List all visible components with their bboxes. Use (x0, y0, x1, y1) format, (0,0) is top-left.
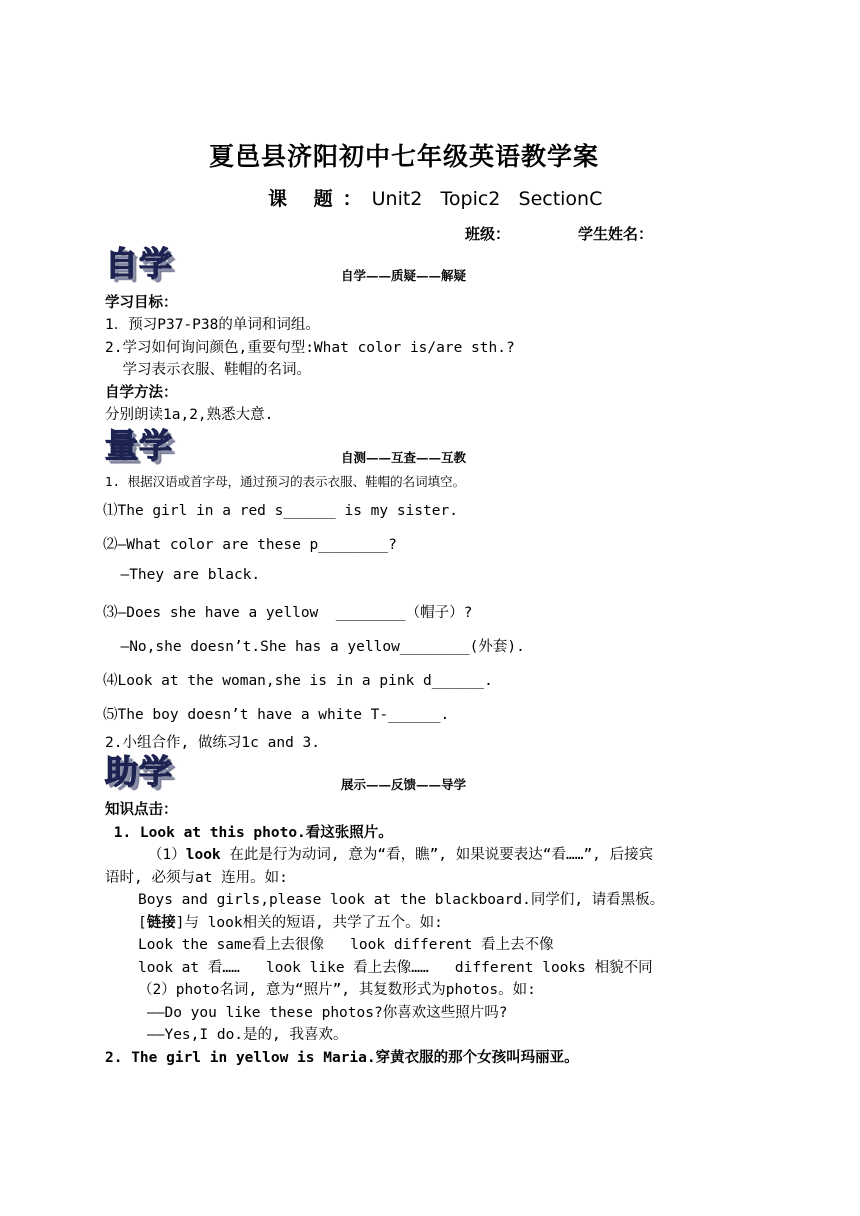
page-title: 夏邑县济阳初中七年级英语教学案 (209, 142, 600, 171)
goal-2: 2.学习如何询问颜色,重要句型:What color is/are sth.? (105, 340, 515, 356)
liangxue-badge: 量学 (105, 426, 173, 465)
lesson-value: Unit2 Topic2 SectionC (371, 188, 603, 210)
goal-1: 1．预习P37-P38的单词和词组。 (105, 317, 320, 333)
goal-3: 学习表示衣服、鞋帽的名词。 (105, 362, 311, 378)
point-1-title: 1. Look at this photo.看这张照片。 (105, 825, 393, 841)
point-2-title: 2. The girl in yellow is Maria.穿黄衣服的那个女孩叫玛丽亚。 (105, 1050, 579, 1066)
zhuxue-slogan: 展示——反馈——导学 (341, 777, 467, 792)
exercise-instruction: 1. 根据汉语或首字母，通过预习的表示衣服、鞋帽的名词填空。 (105, 474, 466, 489)
point-1-example: Boys and girls,please look at the blackboard.同学们, 请看黑板。 (138, 892, 665, 908)
point-1-link (138, 911, 443, 932)
point-1-explain: 在此是行为动词, 意为“看，瞧”, 如果说要表达“看……”, 后接宾 (220, 847, 654, 863)
exercise-item-3-answer: —No,she doesn’t.She has a yellow________(外套). (103, 639, 525, 655)
exercise-item-1: ⑴The girl in a red s______ is my sister. (103, 503, 458, 519)
zixue-slogan: 自学——质疑——解疑 (341, 268, 467, 283)
method-text: 分别朗读1a,2,熟悉大意. (105, 407, 274, 423)
lesson-label: 课 题： (268, 188, 372, 210)
exercise-item-3: ⑶—Does she have a yellow ________（帽子）? (103, 605, 473, 621)
method-label: 自学方法： (105, 385, 178, 401)
link-bracket-open: [ (138, 915, 147, 931)
point-1-line-1 (148, 843, 653, 864)
group-task: 2.小组合作, 做练习1c and 3. (105, 735, 320, 751)
photo-example-a: ——Yes,I do.是的, 我喜欢。 (147, 1027, 348, 1043)
lesson-subtitle (268, 184, 602, 211)
zhuxue-badge: 助学 (105, 752, 173, 791)
zixue-badge: 自学 (105, 244, 173, 283)
point-1-num: （1） (148, 847, 186, 863)
exercise-item-4: ⑷Look at the woman,she is in a pink d______. (103, 673, 493, 689)
class-label: 班级： (465, 225, 511, 243)
liangxue-slogan: 自测——互查——互教 (341, 450, 467, 465)
phrase-line-2: look at 看…… look like 看上去像…… different looks 相貌不同 (138, 960, 653, 976)
link-keyword: 链接 (146, 915, 176, 931)
photo-example-q: ——Do you like these photos?你喜欢这些照片吗? (147, 1005, 508, 1021)
phrase-line-1: Look the same看上去很像 look different 看上去不像 (138, 937, 554, 953)
exercise-item-5: ⑸The boy doesn’t have a white T-______. (103, 707, 450, 723)
knowledge-label: 知识点击： (105, 802, 178, 818)
exercise-item-2: ⑵—What color are these p________? (103, 537, 397, 553)
photo-explain: （2）photo名词, 意为“照片”, 其复数形式为photos。如: (138, 982, 536, 998)
exercise-item-2-answer: —They are black. (103, 567, 261, 583)
point-1-keyword: look (185, 847, 221, 863)
link-text: ]与 look相关的短语, 共学了五个。如: (175, 915, 443, 931)
student-name-label: 学生姓名： (578, 225, 654, 243)
goals-label: 学习目标： (105, 295, 178, 311)
point-1-line-2: 语时, 必须与at 连用。如: (105, 870, 288, 886)
